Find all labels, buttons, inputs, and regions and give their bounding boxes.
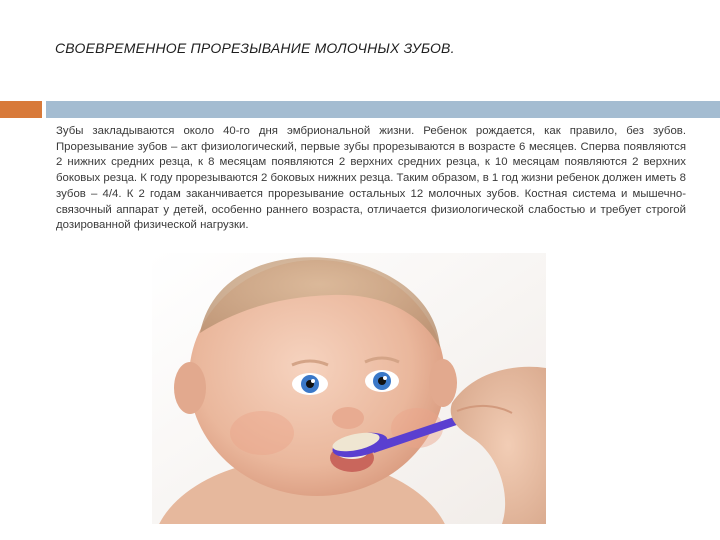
baby-eating-photo (152, 253, 546, 524)
baby-nose (332, 407, 364, 429)
baby-ear-right (429, 359, 457, 407)
slide-title: СВОЕВРЕМЕННОЕ ПРОРЕЗЫВАНИЕ МОЛОЧНЫХ ЗУБОВ. (55, 40, 455, 56)
accent-bar-blue (46, 101, 720, 118)
slide-body-text: Зубы закладываются около 40-го дня эмбриональной жизни. Ребенок рождается, как правило, без зубов. Прорезывание зубов – акт физиологический, первые зубы прорезываются в возрасте 6 месяцев. Сперва появляются 2 нижних средних резца, к 8 месяцам появляются 2 верхних средних резца, к 10 месяцам появляются 2 верхних боковых резца. К году прорезываются 2 боковых нижних резца. Таким образом, в 1 год жизни ребенок должен иметь 8 зубов – 4/4. К 2 годам заканчивается прорезывание остальных 12 молочных зубов. Костная система и мышечно- связочный аппарат у детей, особенно раннего возраста, отличается физиологической слабостью и требует строгой дозированной физической нагрузки. (56, 125, 686, 232)
accent-bar-orange (0, 101, 42, 118)
baby-ear-left (174, 362, 206, 414)
